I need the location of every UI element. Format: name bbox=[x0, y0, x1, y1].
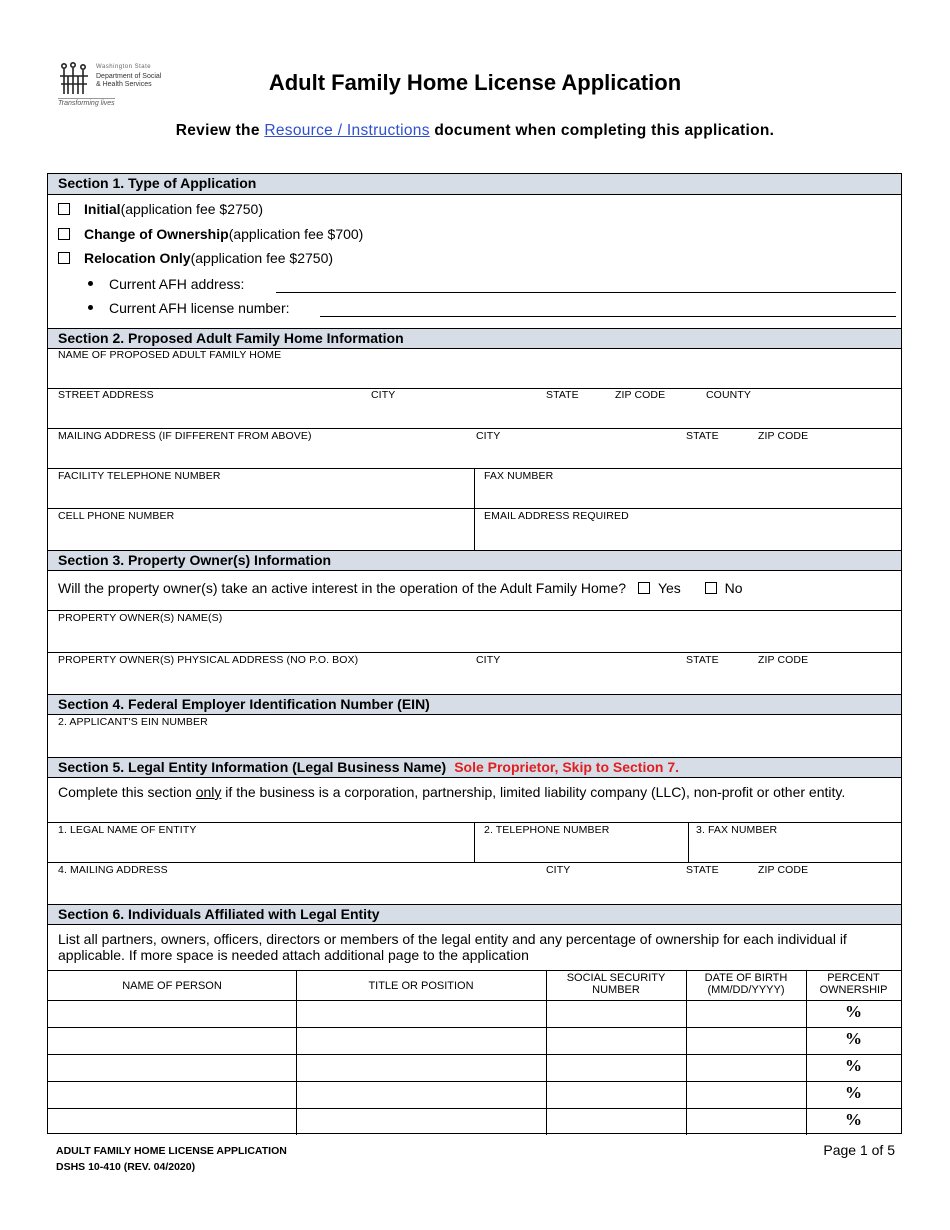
logo-dept-line2: & Health Services bbox=[96, 81, 152, 88]
mailing-zip-label: ZIP CODE bbox=[758, 430, 809, 442]
col-pct-line1: PERCENT bbox=[827, 972, 880, 984]
table-row-divider bbox=[48, 1027, 901, 1028]
page-number: Page 1 of 5 bbox=[823, 1142, 895, 1158]
col-date-of-birth bbox=[686, 972, 806, 996]
current-afh-address-label: Current AFH address: bbox=[109, 276, 245, 292]
table-row-divider bbox=[48, 1054, 901, 1055]
col-title-or-position: TITLE OR POSITION bbox=[368, 980, 474, 992]
percent-symbol-row-4: % bbox=[845, 1083, 862, 1102]
bullet-icon bbox=[88, 305, 93, 310]
change-of-ownership-fee: (application fee $700) bbox=[228, 226, 364, 242]
yes-label: Yes bbox=[657, 580, 681, 596]
divider bbox=[48, 862, 901, 863]
divider bbox=[48, 970, 901, 971]
table-row-divider bbox=[48, 1108, 901, 1109]
current-afh-address-input[interactable] bbox=[276, 292, 896, 293]
percent-symbol-row-2: % bbox=[845, 1029, 862, 1048]
col-ssn-line2: NUMBER bbox=[592, 984, 640, 996]
mailing-state-label: STATE bbox=[686, 430, 719, 442]
initial-label: Initial bbox=[84, 201, 121, 217]
section-5-intro-b: if the business is a corporation, partnership, limited liability company (LLC), non-profit or other entity. bbox=[221, 784, 846, 800]
street-address-label: STREET ADDRESS bbox=[58, 389, 154, 401]
option-initial[interactable] bbox=[58, 201, 263, 217]
divider bbox=[688, 822, 689, 862]
legal-name-label: 1. LEGAL NAME OF ENTITY bbox=[58, 824, 197, 836]
col-ssn-line1: SOCIAL SECURITY bbox=[566, 972, 666, 984]
logo-dept-line1: Department of Social bbox=[96, 73, 162, 80]
current-afh-address-row bbox=[88, 276, 244, 292]
initial-checkbox[interactable] bbox=[58, 203, 70, 215]
relocation-only-fee: (application fee $2750) bbox=[190, 250, 334, 266]
property-owner-city-label: CITY bbox=[476, 654, 501, 666]
review-instructions bbox=[0, 122, 950, 140]
mailing-city-label: CITY bbox=[476, 430, 501, 442]
yes-checkbox[interactable] bbox=[638, 582, 650, 594]
footer-form-number: DSHS 10-410 (REV. 04/2020) bbox=[56, 1161, 196, 1173]
current-afh-license-label: Current AFH license number: bbox=[109, 300, 290, 316]
divider bbox=[474, 468, 475, 550]
col-dob-line1: DATE OF BIRTH bbox=[704, 972, 788, 984]
property-owner-address-label: PROPERTY OWNER(S) PHYSICAL ADDRESS (NO P.O. BOX) bbox=[58, 654, 359, 666]
state-label: STATE bbox=[546, 389, 579, 401]
section-2-header: Section 2. Proposed Adult Family Home Information bbox=[48, 328, 901, 349]
table-row-divider bbox=[48, 1081, 901, 1082]
divider bbox=[48, 652, 901, 653]
change-of-ownership-label: Change of Ownership bbox=[84, 226, 229, 242]
entity-mailing-address-label: 4. MAILING ADDRESS bbox=[58, 864, 168, 876]
page-title: Adult Family Home License Application bbox=[268, 70, 682, 95]
current-afh-license-input[interactable] bbox=[320, 316, 896, 317]
section-5-header bbox=[48, 757, 901, 778]
divider bbox=[474, 822, 475, 862]
entity-city-label: CITY bbox=[546, 864, 571, 876]
sole-proprietor-note: Sole Proprietor, Skip to Section 7. bbox=[454, 759, 680, 775]
entity-zip-label: ZIP CODE bbox=[758, 864, 809, 876]
divider bbox=[296, 970, 297, 1135]
entity-fax-label: 3. FAX NUMBER bbox=[696, 824, 778, 836]
city-label: CITY bbox=[371, 389, 396, 401]
property-owner-name-label: PROPERTY OWNER(S) NAME(S) bbox=[58, 612, 223, 624]
section-6-intro: List all partners, owners, officers, directors or members of the legal entity and any percentage of ownership for each individual if applicable. If more space is needed attach additional page to the application bbox=[58, 931, 847, 963]
no-checkbox[interactable] bbox=[705, 582, 717, 594]
resource-instructions-link[interactable]: Resource / Instructions bbox=[264, 122, 430, 139]
divider bbox=[48, 610, 901, 611]
entity-state-label: STATE bbox=[686, 864, 719, 876]
fax-number-label: FAX NUMBER bbox=[484, 470, 554, 482]
col-ssn bbox=[546, 972, 686, 996]
percent-symbol-row-3: % bbox=[845, 1056, 862, 1075]
initial-fee: (application fee $2750) bbox=[120, 201, 263, 217]
col-dob-line2: (MM/DD/YYYY) bbox=[707, 984, 785, 996]
option-change-of-ownership[interactable] bbox=[58, 226, 363, 242]
footer-form-name: ADULT FAMILY HOME LICENSE APPLICATION bbox=[56, 1145, 287, 1157]
section-5-title: Section 5. Legal Entity Information (Legal Business Name) bbox=[58, 759, 447, 775]
logo-tagline: Transforming lives bbox=[58, 100, 115, 107]
percent-symbol-row-5: % bbox=[845, 1110, 862, 1129]
logo-state: Washington State bbox=[96, 64, 152, 70]
relocation-only-label: Relocation Only bbox=[84, 250, 191, 266]
property-owner-zip-label: ZIP CODE bbox=[758, 654, 809, 666]
email-address-label: EMAIL ADDRESS REQUIRED bbox=[484, 510, 629, 522]
cell-phone-label: CELL PHONE NUMBER bbox=[58, 510, 175, 522]
property-owner-state-label: STATE bbox=[686, 654, 719, 666]
review-suffix: document when completing this application. bbox=[434, 122, 775, 139]
county-label: COUNTY bbox=[706, 389, 751, 401]
no-label: No bbox=[724, 580, 743, 596]
facility-telephone-label: FACILITY TELEPHONE NUMBER bbox=[58, 470, 221, 482]
section-3-header: Section 3. Property Owner(s) Information bbox=[48, 550, 901, 571]
applicant-ein-label: 2. APPLICANT'S EIN NUMBER bbox=[58, 716, 208, 728]
active-interest-text: Will the property owner(s) take an active interest in the operation of the Adult Family Home? bbox=[58, 580, 627, 596]
section-6-header: Section 6. Individuals Affiliated with Legal Entity bbox=[48, 904, 901, 925]
application-form bbox=[47, 173, 902, 1134]
section-1-header: Section 1. Type of Application bbox=[48, 174, 901, 195]
section-5-intro-only: only bbox=[195, 784, 222, 800]
change-of-ownership-checkbox[interactable] bbox=[58, 228, 70, 240]
percent-symbol-row-1: % bbox=[845, 1002, 862, 1021]
mailing-address-label: MAILING ADDRESS (IF DIFFERENT FROM ABOVE) bbox=[58, 430, 312, 442]
divider bbox=[546, 970, 547, 1135]
current-afh-license-row bbox=[88, 300, 290, 316]
section-5-intro-a: Complete this section bbox=[58, 784, 196, 800]
review-prefix: Review the bbox=[175, 122, 260, 139]
relocation-only-checkbox[interactable] bbox=[58, 252, 70, 264]
option-relocation-only[interactable] bbox=[58, 250, 333, 266]
divider bbox=[48, 508, 901, 509]
section-5-intro bbox=[58, 784, 898, 800]
col-name-of-person: NAME OF PERSON bbox=[122, 980, 222, 992]
divider bbox=[48, 388, 901, 389]
col-pct-line2: OWNERSHIP bbox=[819, 984, 888, 996]
divider bbox=[48, 428, 901, 429]
section-4-header: Section 4. Federal Employer Identification Number (EIN) bbox=[48, 694, 901, 715]
col-percent-ownership bbox=[806, 972, 901, 996]
divider bbox=[686, 970, 687, 1135]
bullet-icon bbox=[88, 281, 93, 286]
proposed-home-name-label: NAME OF PROPOSED ADULT FAMILY HOME bbox=[58, 349, 282, 361]
active-interest-question bbox=[58, 580, 743, 596]
zip-code-label: ZIP CODE bbox=[615, 389, 666, 401]
table-row-divider bbox=[48, 1000, 901, 1001]
entity-telephone-label: 2. TELEPHONE NUMBER bbox=[484, 824, 610, 836]
